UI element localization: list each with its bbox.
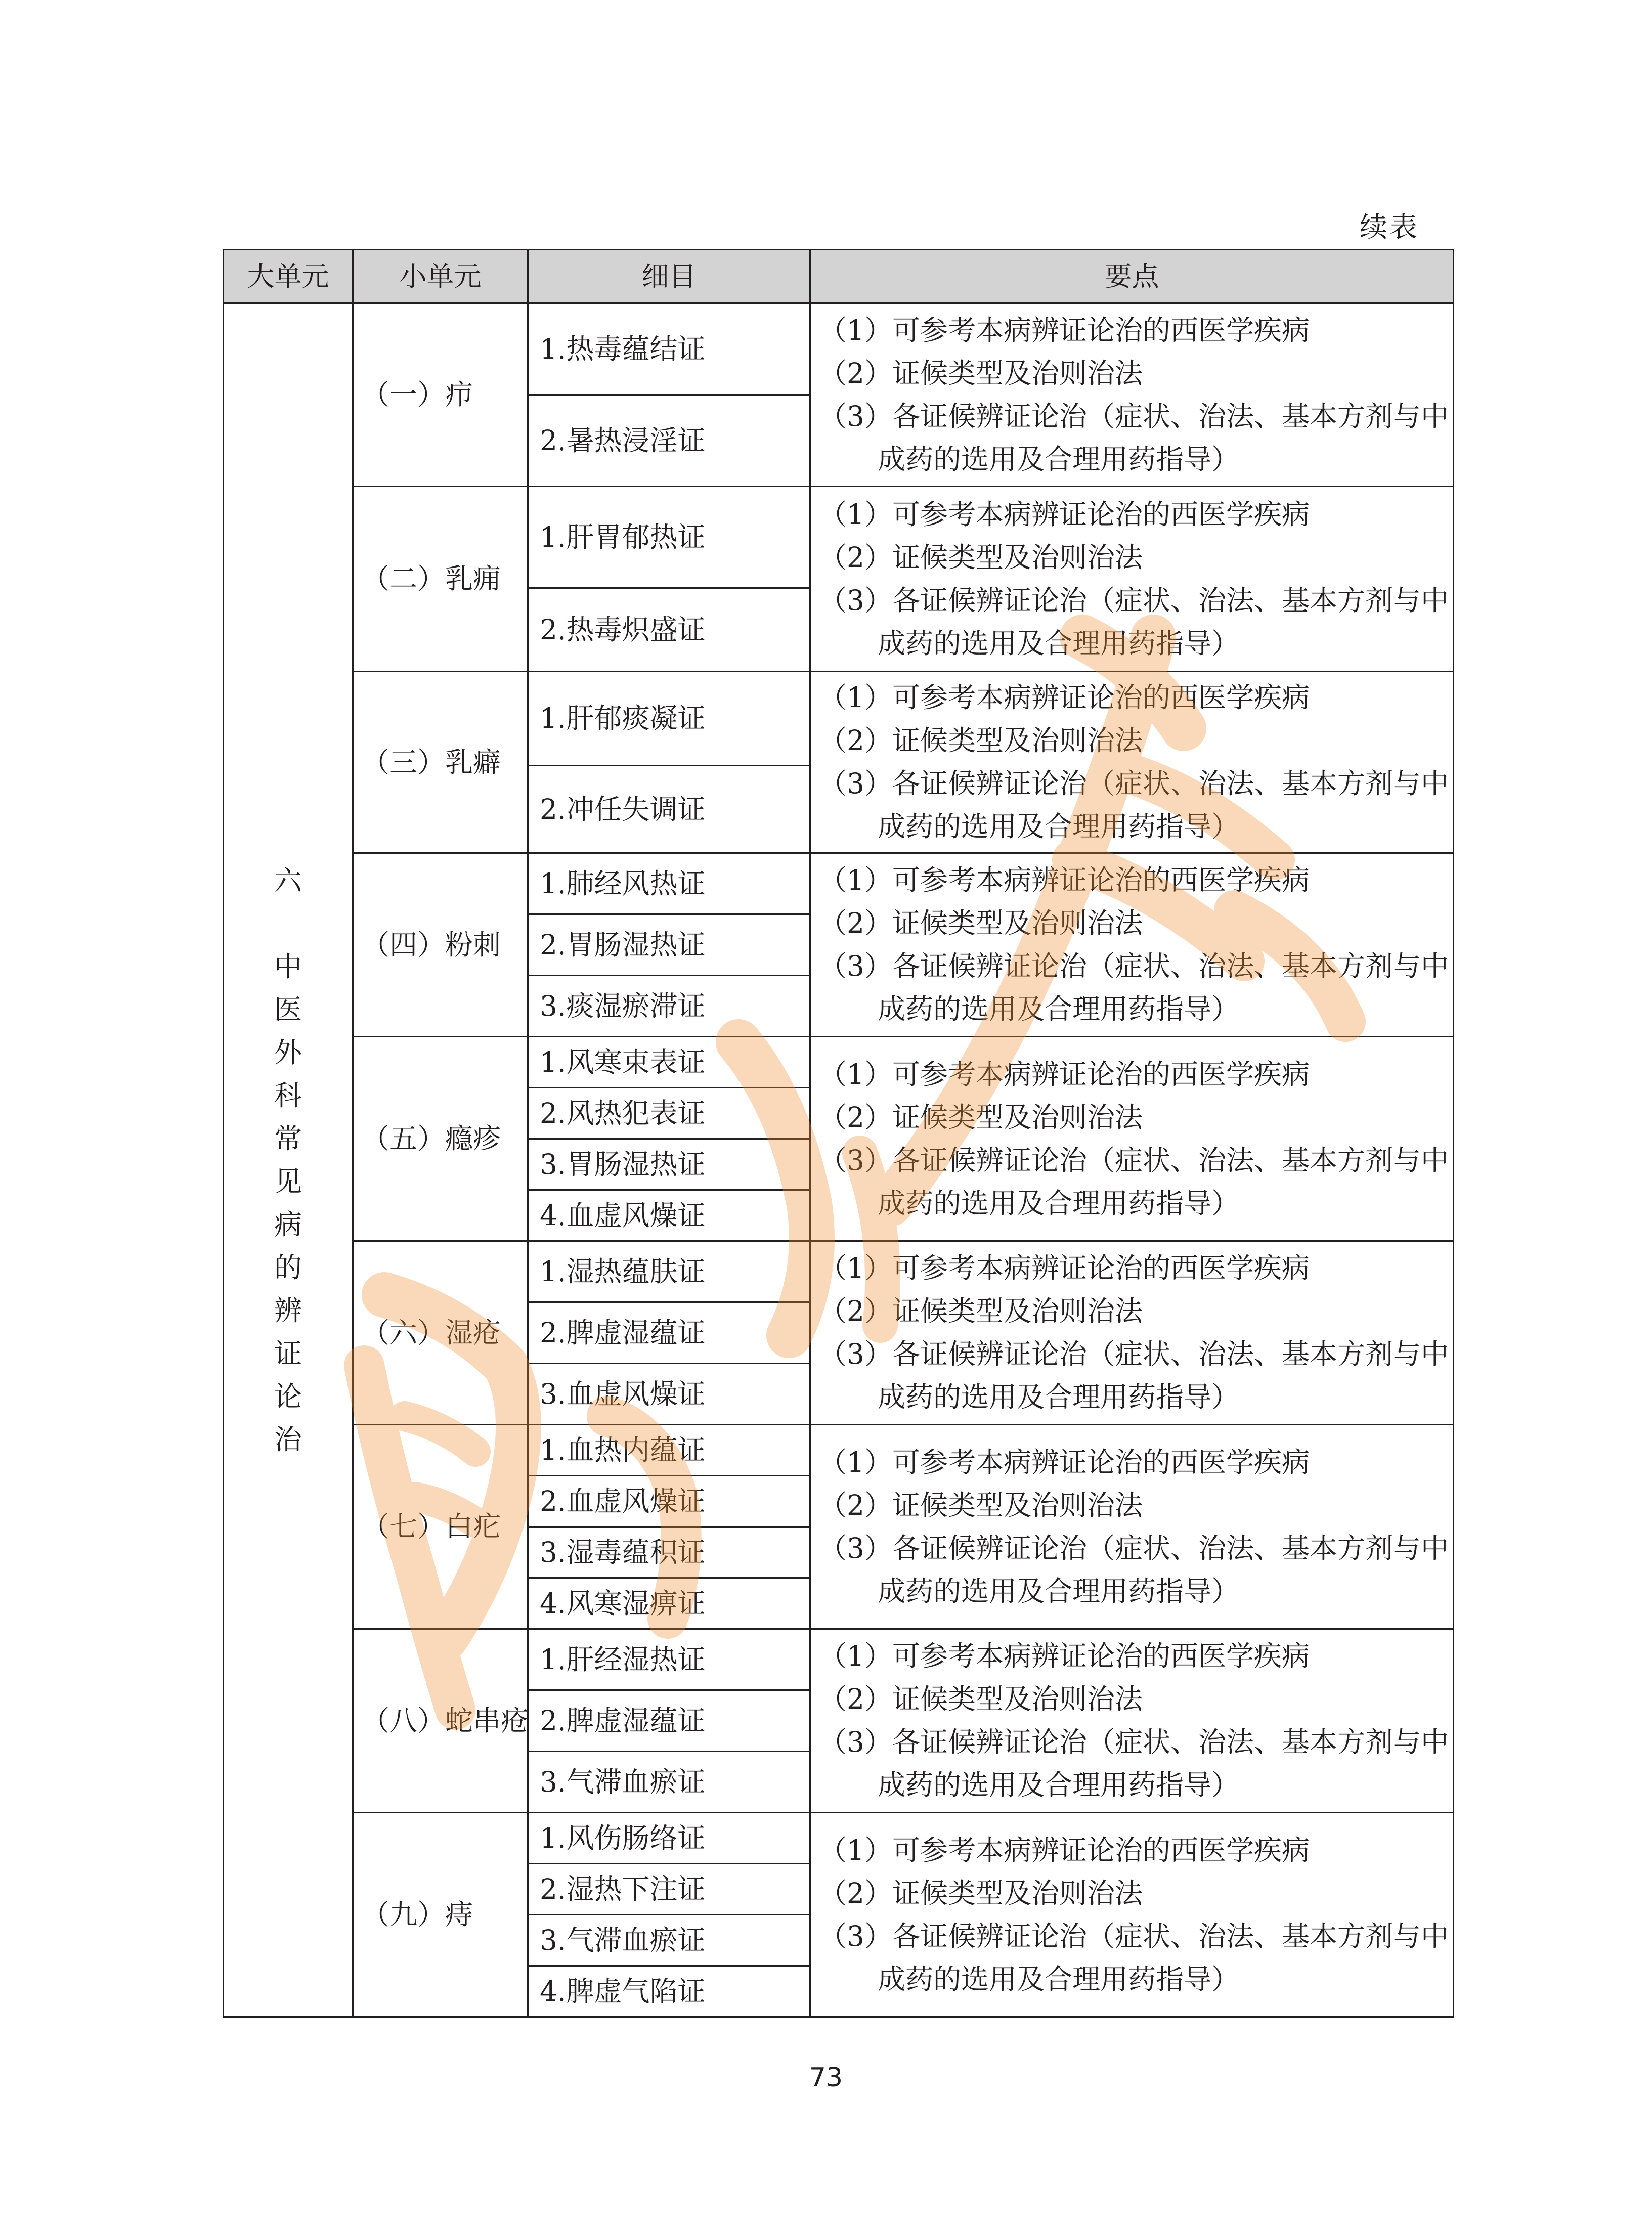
key-points-cell [810,1241,1454,1425]
detail-cell: 3.血虚风燥证 [528,1364,810,1425]
detail-cell: 1.肝胃郁热证 [528,487,810,588]
detail-cell: 2.胃肠湿热证 [528,914,810,976]
key-points-cell [810,672,1454,853]
key-point-line: （3）各证候辨证论治（症状、治法、基本方剂与中 [819,1532,1449,1564]
detail-cell: 3.气滞血瘀证 [528,1915,810,1966]
key-points-cell [810,1037,1454,1241]
detail-cell: 1.湿热蕴肤证 [528,1241,810,1302]
key-point-line: （3）各证候辨证论治（症状、治法、基本方剂与中 [819,1919,1449,1952]
key-point-line: （1）可参考本病辨证论治的西医学疾病 [819,498,1310,531]
table-row [224,1241,1454,1302]
detail-cell: 2.脾虚湿蕴证 [528,1302,810,1364]
key-point-line: （1）可参考本病辨证论治的西医学疾病 [819,1640,1310,1672]
table-row [224,1629,1454,1690]
big-unit-char: 论 [274,1380,302,1413]
detail-cell: 2.热毒炽盛证 [528,588,810,672]
key-point-line: （1）可参考本病辨证论治的西医学疾病 [819,1446,1310,1478]
key-point-line: 成药的选用及合理用药指导） [878,1381,1240,1413]
header-key-points: 要点 [810,250,1454,303]
key-point-line: （1）可参考本病辨证论治的西医学疾病 [819,314,1310,346]
key-point-line: （3）各证候辨证论治（症状、治法、基本方剂与中 [819,400,1449,432]
key-point-line: （2）证候类型及治则治法 [819,1295,1143,1327]
big-unit-char: 见 [274,1165,302,1198]
detail-cell: 4.风寒湿痹证 [528,1578,810,1629]
table-row [224,1425,1454,1476]
sub-unit-cell: （九）痔 [353,1813,528,2017]
key-point-line: （1）可参考本病辨证论治的西医学疾病 [819,864,1310,896]
detail-cell: 3.胃肠湿热证 [528,1139,810,1190]
detail-cell: 2.脾虚湿蕴证 [528,1690,810,1752]
detail-cell: 1.风伤肠络证 [528,1813,810,1864]
sub-unit-cell: （七）白疕 [353,1425,528,1629]
big-unit-char [273,902,303,945]
big-unit-char: 辨 [274,1294,302,1327]
key-point-line: 成药的选用及合理用药指导） [878,810,1240,843]
big-unit-char: 科 [274,1079,302,1112]
detail-cell: 3.气滞血瘀证 [528,1752,810,1813]
table-row [224,303,1454,395]
key-points-cell [810,303,1454,487]
key-point-line: （3）各证候辨证论治（症状、治法、基本方剂与中 [819,1726,1449,1758]
key-point-line: 成药的选用及合理用药指导） [878,627,1240,660]
key-points-cell [810,1629,1454,1813]
detail-cell: 1.血热内蕴证 [528,1425,810,1476]
big-unit-char: 中 [274,950,302,983]
key-point-line: （1）可参考本病辨证论治的西医学疾病 [819,1252,1310,1284]
key-point-line: （3）各证候辨证论治（症状、治法、基本方剂与中 [819,767,1449,800]
key-point-line: 成药的选用及合理用药指导） [878,1769,1240,1801]
big-unit-char: 治 [274,1423,302,1456]
header-row [224,250,1454,303]
detail-cell: 2.血虚风燥证 [528,1476,810,1527]
big-unit-char: 六 [274,864,302,897]
sub-unit-cell: （四）粉刺 [353,853,528,1037]
continuation-label: 续表 [1359,211,1419,243]
detail-cell: 2.冲任失调证 [528,766,810,853]
key-point-line: （2）证候类型及治则治法 [819,1489,1143,1521]
big-unit-char: 常 [274,1122,302,1155]
sub-unit-cell: （八）蛇串疮 [353,1629,528,1813]
detail-cell: 2.湿热下注证 [528,1864,810,1915]
detail-cell: 3.痰湿瘀滞证 [528,976,810,1037]
sub-unit-cell: （五）瘾疹 [353,1037,528,1241]
sub-unit-cell: （三）乳癖 [353,672,528,853]
detail-cell: 1.热毒蕴结证 [528,303,810,395]
key-point-line: （2）证候类型及治则治法 [819,1683,1143,1715]
key-point-line: （2）证候类型及治则治法 [819,724,1143,757]
detail-cell: 3.湿毒蕴积证 [528,1527,810,1578]
key-point-line: 成药的选用及合理用药指导） [878,1962,1240,1995]
key-point-line: 成药的选用及合理用药指导） [878,993,1240,1025]
detail-cell: 1.肝郁痰凝证 [528,672,810,766]
key-point-line: 成药的选用及合理用药指导） [878,1187,1240,1219]
sub-unit-cell: （二）乳痈 [353,487,528,672]
header-detail: 细目 [528,250,810,303]
key-points-cell [810,487,1454,672]
key-point-line: （2）证候类型及治则治法 [819,1101,1143,1133]
detail-cell: 2.风热犯表证 [528,1088,810,1139]
table-body [224,303,1454,2017]
key-points-cell [810,1813,1454,2017]
key-points-cell [810,1425,1454,1629]
table-row [224,853,1454,914]
sub-unit-cell: （六）湿疮 [353,1241,528,1425]
table-row [224,672,1454,766]
key-point-line: （1）可参考本病辨证论治的西医学疾病 [819,1834,1310,1866]
key-point-line: 成药的选用及合理用药指导） [878,443,1240,475]
big-unit-char: 外 [274,1036,302,1069]
key-point-line: 成药的选用及合理用药指导） [878,1575,1240,1607]
sub-unit-cell: （一）疖 [353,303,528,487]
key-point-line: （2）证候类型及治则治法 [819,907,1143,939]
big-unit-char: 证 [274,1337,302,1370]
detail-cell: 4.脾虚气陷证 [528,1966,810,2017]
table-row [224,487,1454,588]
key-point-line: （3）各证候辨证论治（症状、治法、基本方剂与中 [819,1338,1449,1370]
key-point-line: （2）证候类型及治则治法 [819,1877,1143,1909]
detail-cell: 2.暑热浸淫证 [528,395,810,487]
key-point-line: （3）各证候辨证论治（症状、治法、基本方剂与中 [819,1144,1449,1176]
detail-cell: 1.风寒束表证 [528,1037,810,1088]
big-unit-char: 医 [274,993,302,1026]
table-row [224,1813,1454,1864]
key-point-line: （1）可参考本病辨证论治的西医学疾病 [819,1058,1310,1090]
syllabus-table [223,249,1454,2018]
key-point-line: （3）各证候辨证论治（症状、治法、基本方剂与中 [819,950,1449,982]
detail-cell: 1.肺经风热证 [528,853,810,914]
big-unit-char: 的 [274,1251,302,1284]
key-point-line: （1）可参考本病辨证论治的西医学疾病 [819,681,1310,714]
detail-cell: 1.肝经湿热证 [528,1629,810,1690]
big-unit-cell [224,303,353,2017]
key-point-line: （2）证候类型及治则治法 [819,541,1143,574]
detail-cell: 4.血虚风燥证 [528,1190,810,1241]
big-unit-char: 病 [274,1208,302,1241]
header-big-unit: 大单元 [224,250,353,303]
key-point-line: （2）证候类型及治则治法 [819,357,1143,389]
page-number: 73 [809,2063,843,2093]
key-point-line: （3）各证候辨证论治（症状、治法、基本方剂与中 [819,584,1449,617]
key-points-cell [810,853,1454,1037]
table-row [224,1037,1454,1088]
header-sub-unit: 小单元 [353,250,528,303]
